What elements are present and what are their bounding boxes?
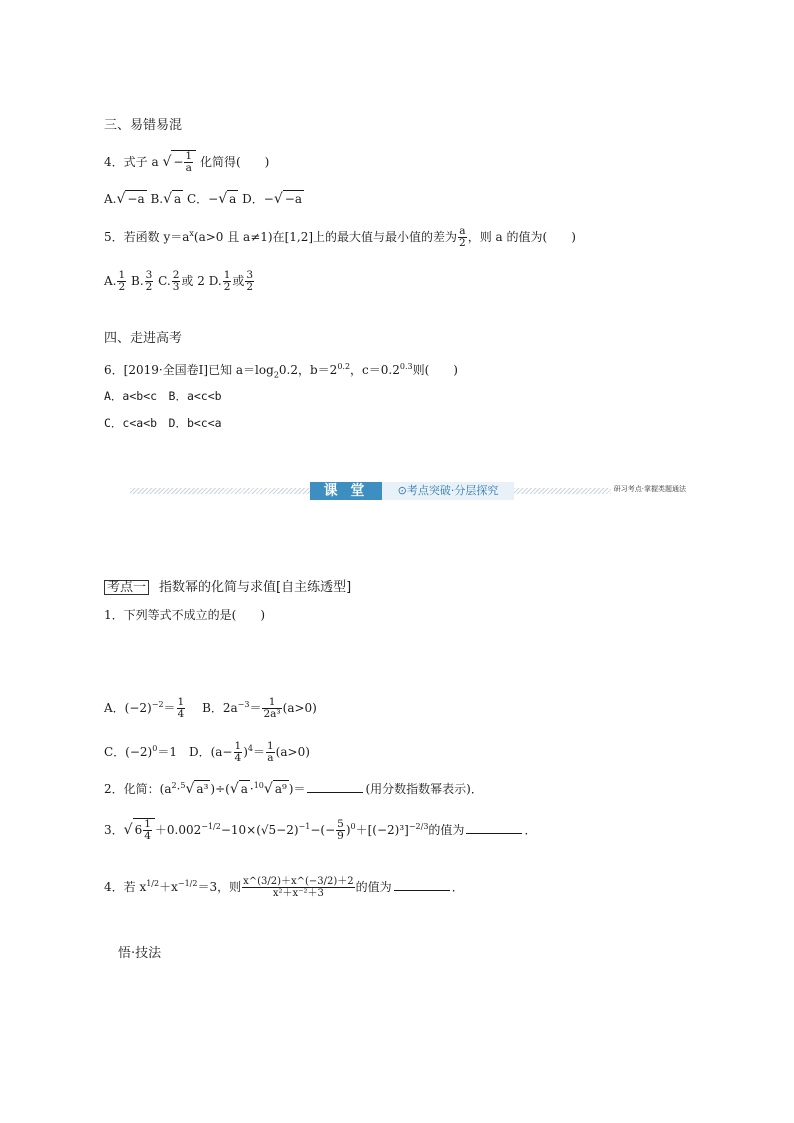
answer-blank[interactable] (307, 782, 363, 793)
q4-radicand: − $\frac{1}{a}$ (171, 150, 196, 174)
kaodian-label: 考点一 (104, 580, 149, 595)
sqrt-icon: √ (163, 191, 173, 207)
q5-options: A. $\frac{1}{2}$ B. $\frac{3}{2}$ C. $\frac{2}{3}$ 或 2 D. $\frac{1}{2}$ 或 $\frac{3}{2}$ (104, 269, 254, 293)
sqrt-icon: √ (263, 781, 273, 797)
banner-tag: 课 堂 (310, 482, 382, 500)
sqrt-icon: √ (229, 781, 239, 797)
section-title-gaokao: 四、走进高考 (104, 331, 183, 346)
wu-jifa-title: 悟·技法 (118, 946, 162, 961)
q5-stem: 5．若函数 $y=a^x(a>0$ 且 a≠1)在[1,2]上的最大值与最小值的差为 $\frac{a}{2}$ ，则 a 的值为( ) (104, 225, 576, 249)
sqrt-icon: √ (185, 781, 195, 797)
banner-right-text: 研习考点·掌握类题通法 (611, 484, 686, 494)
answer-blank[interactable] (466, 823, 522, 834)
k-q3: 3．√ 6 $\frac{1}{4}$ $+0.002^{-1/2}-10\times(√5-2)^{-1}-(-$ $\frac{5}{9}$ )$^0+[(-2)^3]^{-2/3}$的值为 ． (104, 818, 537, 842)
k-q2: 2．化简：($a^2\cdot^5√$ a³ )÷(√ a ·$^{10}$√ a⁹ )＝ (用分数指数幂表示)． (104, 781, 483, 797)
kaodian-title: 指数幂的化简与求值[自主练透型] (159, 580, 352, 595)
q4-stem (104, 150, 269, 174)
q6-options-cd: C．c<a<b D．b<c<a (104, 416, 222, 430)
section-title-yicuo: 三、易错易混 (104, 118, 183, 133)
answer-blank[interactable] (394, 880, 450, 891)
k-q1-options-cd: C．$(-2)^0=1$ D．(a− $\frac{1}{4}$ )$^4$＝ $\frac{1}{a}$ (a>0) (104, 740, 310, 764)
ketang-banner (130, 482, 686, 500)
k-q4: 4．若 $x^{1/2}+x^{-1/2}=3$，则 $\frac{x\^{}(3/2)+x\^{}(-3/2)+2}{\text{x²＋x⁻²＋3}}$ 的值为 ． (104, 876, 464, 899)
sqrt-icon: √ (162, 154, 172, 170)
sqrt-icon: √ (273, 191, 283, 207)
q4-text-b: 化简得( ) (199, 155, 270, 169)
kaodian-heading (104, 580, 351, 596)
q6-stem: 6．[2019·全国卷Ⅰ]已知 $a=\log_20.2$，$b=2^{0.2}$，$c=0.2^{0.3}$则( ) (104, 362, 458, 380)
q4-text-a: 4．式子 a (104, 155, 159, 169)
sqrt-icon: √ (123, 822, 133, 838)
sqrt-icon: √ (116, 191, 126, 207)
banner-stripe-left (130, 488, 310, 494)
banner-subtitle: ⊙考点突破·分层探究 (382, 482, 514, 500)
q6-options-ab: A．a<b<c B．a<c<b (104, 389, 222, 403)
k-q1-options-ab: A．$(-2)^{-2}=$ $\frac{1}{4}$ B．$2a^{-3}=$ $\frac{1}{\text{2a³}}$ (a>0) (104, 696, 317, 720)
q4-options: A.√ −a B.√ a C．−√ a D．−√ −a (104, 191, 302, 207)
sqrt-icon: √ (218, 191, 228, 207)
k-q1-stem: 1．下列等式不成立的是( ) (104, 608, 265, 622)
